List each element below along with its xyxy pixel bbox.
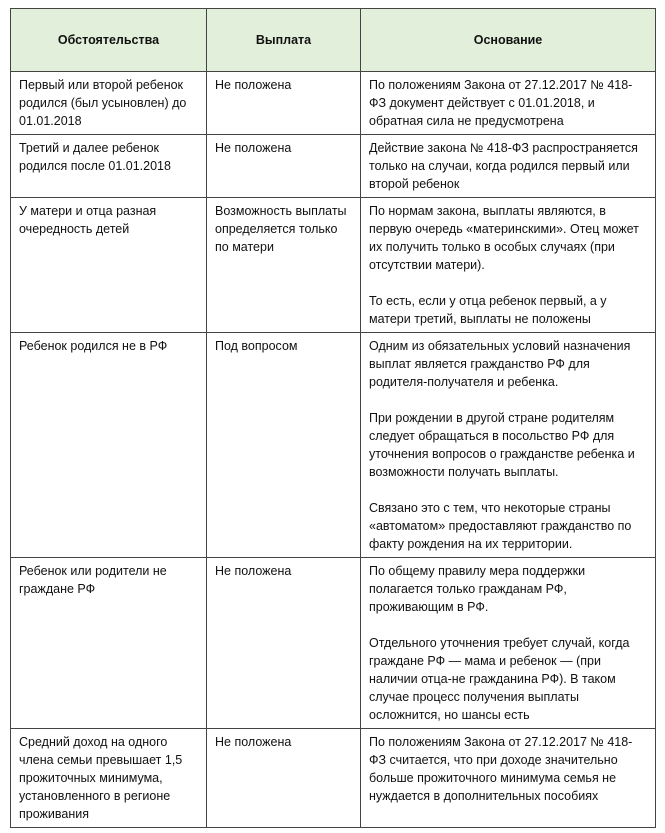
cell-basis bbox=[361, 558, 656, 729]
header-basis: Основание bbox=[361, 9, 656, 72]
cell-circumstance: Ребенок родился не в РФ bbox=[11, 333, 207, 558]
basis-paragraph: По общему правилу мера поддержки полагается только гражданам РФ, проживающим в РФ. bbox=[369, 564, 586, 614]
table-row bbox=[11, 333, 656, 558]
basis-paragraph: По положениям Закона от 27.12.2017 № 418-ФЗ документ действует с 01.01.2018, и обратная сила не предусмотрена bbox=[369, 78, 633, 128]
cell-payment: Не положена bbox=[207, 558, 361, 729]
table-row bbox=[11, 72, 656, 135]
table-row bbox=[11, 558, 656, 729]
cell-circumstance: У матери и отца разная очередность детей bbox=[11, 198, 207, 333]
basis-paragraph: По нормам закона, выплаты являются, в первую очередь «материнскими». Отец может их получить только в особых случаях (при отсутствии матери). bbox=[369, 204, 639, 272]
basis-paragraph: Связано это с тем, что некоторые страны «автоматом» предоставляют гражданство по факту рождения на их территории. bbox=[369, 501, 632, 551]
payments-table bbox=[10, 8, 656, 828]
cell-payment: Не положена bbox=[207, 72, 361, 135]
cell-circumstance: Средний доход на одного члена семьи превышает 1,5 прожиточных минимума, установленного в регионе проживания bbox=[11, 729, 207, 828]
basis-paragraph: Отдельного уточнения требует случай, когда граждане РФ — мама и ребенок — (при наличии отца-не гражданина РФ). В таком случае процесс получения выплаты осложнится, но шансы есть bbox=[369, 636, 630, 722]
cell-payment: Не положена bbox=[207, 135, 361, 198]
header-circumstances: Обстоятельства bbox=[11, 9, 207, 72]
cell-circumstance: Третий и далее ребенок родился после 01.01.2018 bbox=[11, 135, 207, 198]
cell-basis bbox=[361, 198, 656, 333]
table-row bbox=[11, 729, 656, 828]
header-payment: Выплата bbox=[207, 9, 361, 72]
cell-payment: Не положена bbox=[207, 729, 361, 828]
header-row bbox=[11, 9, 656, 72]
cell-basis bbox=[361, 135, 656, 198]
cell-basis bbox=[361, 333, 656, 558]
cell-basis bbox=[361, 72, 656, 135]
table-body bbox=[11, 72, 656, 828]
cell-payment: Возможность выплаты определяется только по матери bbox=[207, 198, 361, 333]
table-row bbox=[11, 135, 656, 198]
basis-paragraph: По положениям Закона от 27.12.2017 № 418-ФЗ считается, что при доходе значительно больше прожиточного минимума семья не нуждается в дополнительных пособиях bbox=[369, 735, 633, 803]
cell-circumstance: Ребенок или родители не граждане РФ bbox=[11, 558, 207, 729]
basis-paragraph: Одним из обязательных условий назначения выплат является гражданство РФ для родителя-получателя и ребенка. bbox=[369, 339, 631, 389]
basis-paragraph: То есть, если у отца ребенок первый, а у матери третий, выплаты не положены bbox=[369, 294, 607, 326]
basis-paragraph: При рождении в другой стране родителям следует обращаться в посольство РФ для уточнения вопросов о гражданстве ребенка и возможности получать выплаты. bbox=[369, 411, 635, 479]
cell-payment: Под вопросом bbox=[207, 333, 361, 558]
cell-basis bbox=[361, 729, 656, 828]
table-row bbox=[11, 198, 656, 333]
cell-circumstance: Первый или второй ребенок родился (был усыновлен) до 01.01.2018 bbox=[11, 72, 207, 135]
basis-paragraph: Действие закона № 418-ФЗ распространяется только на случаи, когда родился первый или второй ребенок bbox=[369, 141, 638, 191]
